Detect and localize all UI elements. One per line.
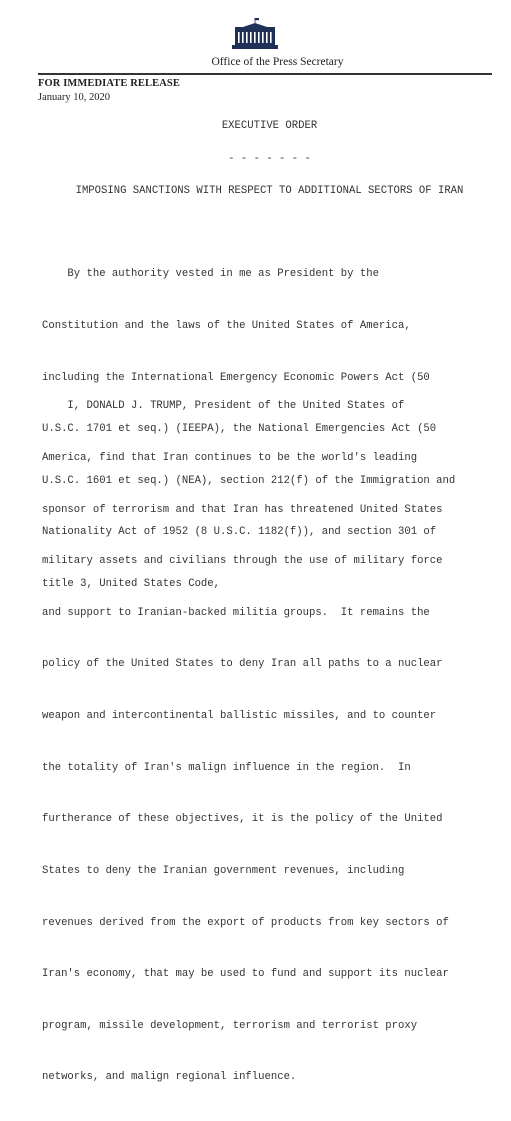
paragraph-line: revenues derived from the export of products from key sectors of (42, 916, 449, 929)
header-divider (38, 73, 492, 75)
paragraph-line: U.S.C. 1601 et seq.) (NEA), section 212(f) of the Immigration and (42, 474, 456, 487)
paragraph-line: the totality of Iran's malign influence in the region. In (42, 761, 411, 774)
release-info (38, 77, 180, 105)
paragraph-line: Iran's economy, that may be used to fund and support its nuclear (42, 968, 449, 981)
paragraph-line: program, missile development, terrorism and terrorist proxy (42, 1019, 418, 1032)
paragraph-line: sponsor of terrorism and that Iran has threatened United States (42, 503, 443, 516)
separator-dashes: - - - - - - - (228, 153, 311, 165)
paragraph-line: furtherance of these objectives, it is the policy of the United (42, 813, 443, 826)
release-label: FOR IMMEDIATE RELEASE (38, 78, 180, 89)
paragraph-line: States to deny the Iranian government revenues, including (42, 864, 405, 877)
paragraph-line: U.S.C. 1701 et seq.) (IEEPA), the National Emergencies Act (50 (42, 423, 437, 436)
paragraph-line: weapon and intercontinental ballistic missiles, and to counter (42, 710, 437, 723)
paragraph-line: including the International Emergency Economic Powers Act (50 (42, 371, 430, 384)
paragraph-line: I, DONALD J. TRUMP, President of the United States of (42, 400, 405, 413)
paragraph-line: Nationality Act of 1952 (8 U.S.C. 1182(f)), and section 301 of (42, 526, 437, 539)
paragraph-line: America, find that Iran continues to be the world's leading (42, 452, 418, 465)
paragraph-line: military assets and civilians through the use of military force (42, 555, 443, 568)
paragraph-line: Constitution and the laws of the United States of America, (42, 320, 411, 333)
document-type: EXECUTIVE ORDER (221, 120, 318, 132)
office-name: Office of the Press Secretary (211, 56, 344, 68)
paragraph-line: title 3, United States Code, (42, 578, 221, 591)
release-date: January 10, 2020 (38, 92, 111, 103)
paragraph-line: policy of the United States to deny Iran all paths to a nuclear (42, 658, 443, 671)
paragraph-line: networks, and malign regional influence. (42, 1071, 297, 1084)
paragraph-line: and support to Iranian-backed militia groups. It remains the (42, 606, 430, 619)
order-title: IMPOSING SANCTIONS WITH RESPECT TO ADDITIONAL SECTORS OF IRAN (75, 185, 464, 197)
paragraph-findings (42, 364, 502, 1121)
white-house-seal-icon (231, 17, 279, 51)
paragraph-line: By the authority vested in me as President by the (42, 268, 379, 281)
